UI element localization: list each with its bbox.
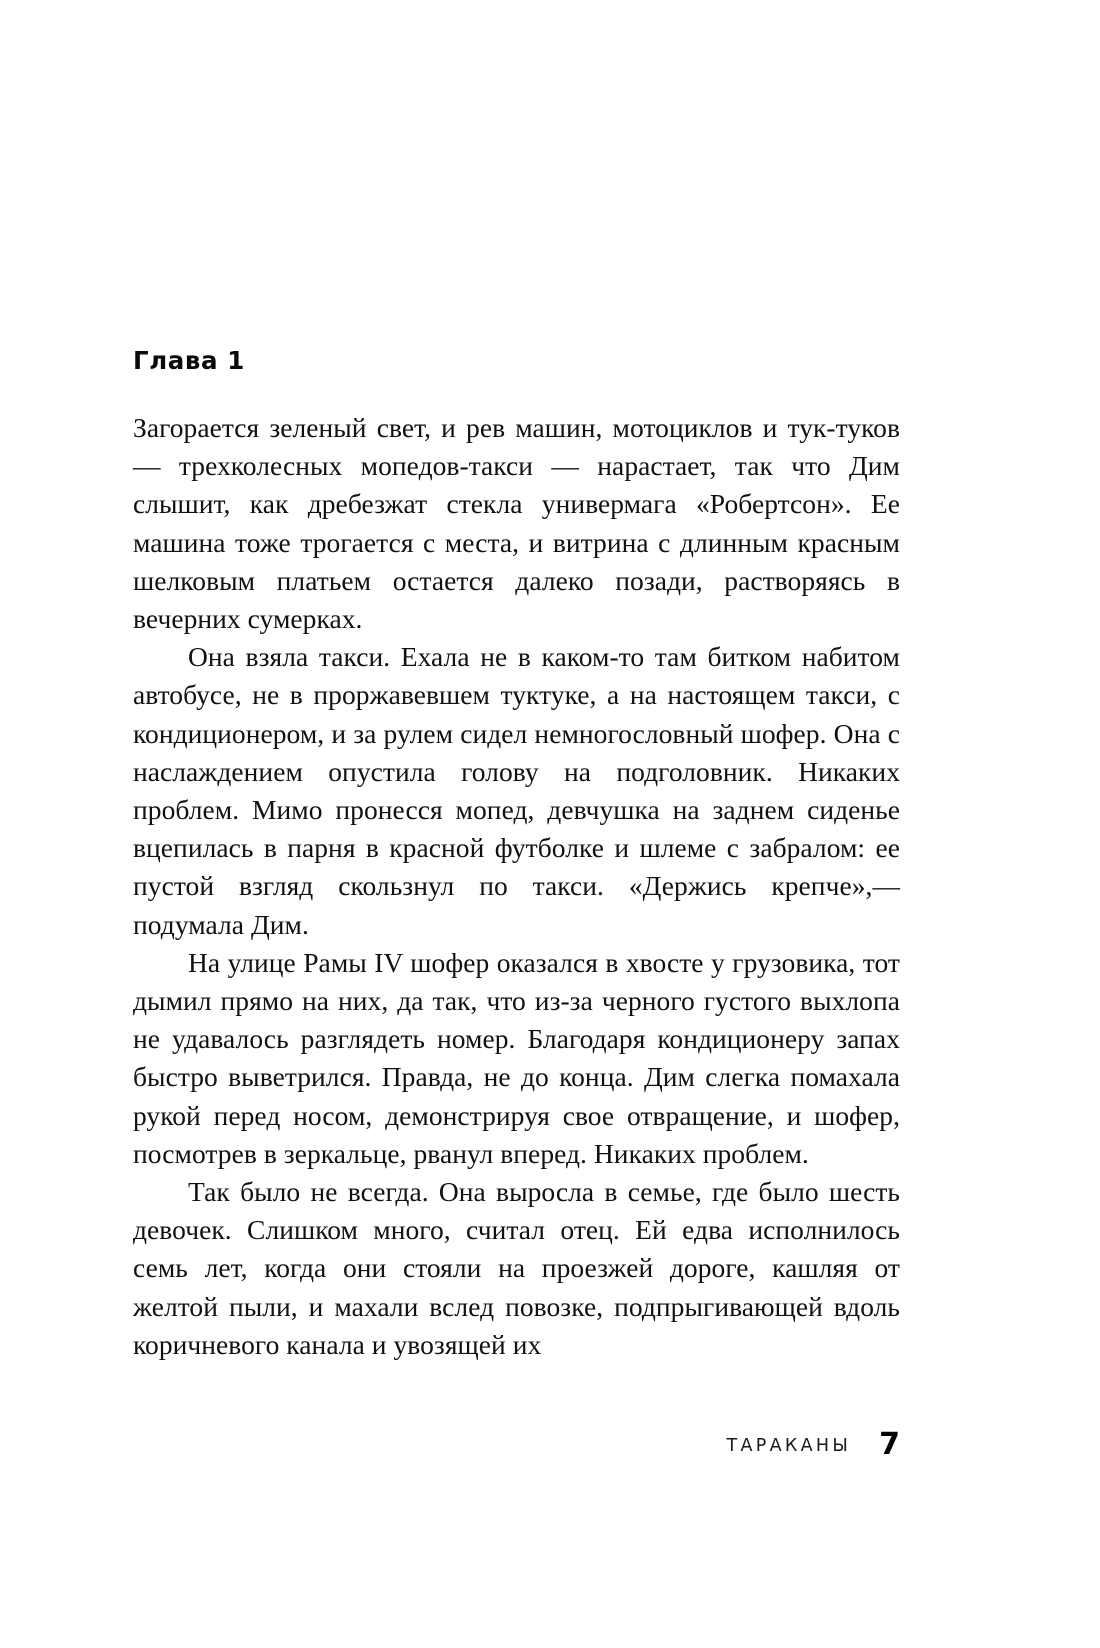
paragraph-4: Так было не всегда. Она выросла в семье, где было шесть девочек. Слишком много, считал отец. Ей едва исполнилось семь лет, когда они стояли на проезжей дороге, кашляя от желтой пыли, и махали вслед повозке, подпрыгивающей вдоль коричневого канала и увозящей их	[133, 1176, 900, 1360]
paragraph-3: На улице Рамы IV шофер оказался в хвосте у грузовика, тот дымил прямо на них, да так, что из-за черного густого выхлопа не удавалось разглядеть номер. Благодаря кондиционеру запах быстро выветрился. Правда, не до конца. Дим слегка помахала рукой перед носом, демонстрируя свое отвращение, и шофер, посмотрев в зеркальце, рванул вперед. Никаких проблем.	[133, 946, 900, 1169]
paragraph-2: Она взяла такси. Ехала не в каком-то там битком набитом автобусе, не в проржавевшем туктуке, а на настоящем такси, с кондиционером, и за рулем сидел немногословный шофер. Она с наслаждением опустила голову на подголовник. Никаких проблем. Мимо пронесся мопед, девчушка на заднем сиденье вцепилась в парня в красной футболке и шлеме с забралом: ее пустой взгляд скользнул по такси. «Держись крепче»,— подумала Дим.	[133, 641, 900, 940]
page-text-block	[133, 348, 900, 1364]
footer-book-title: ТАРАКАНЫ	[726, 1436, 852, 1456]
body-text	[133, 409, 900, 1364]
page-footer	[133, 1427, 900, 1462]
paragraph-1: Загорается зеленый свет, и рев машин, мотоциклов и тук-туков — трехколесных мопедов-такси — нарастает, так что Дим слышит, как дребезжат стекла универмага «Робертсон». Ее машина тоже трогается с места, и витрина с длинным красным шелковым платьем остается далеко позади, растворяясь в вечерних сумерках.	[133, 411, 900, 634]
chapter-heading: Глава 1	[133, 346, 245, 375]
page-number: 7	[879, 1427, 900, 1462]
